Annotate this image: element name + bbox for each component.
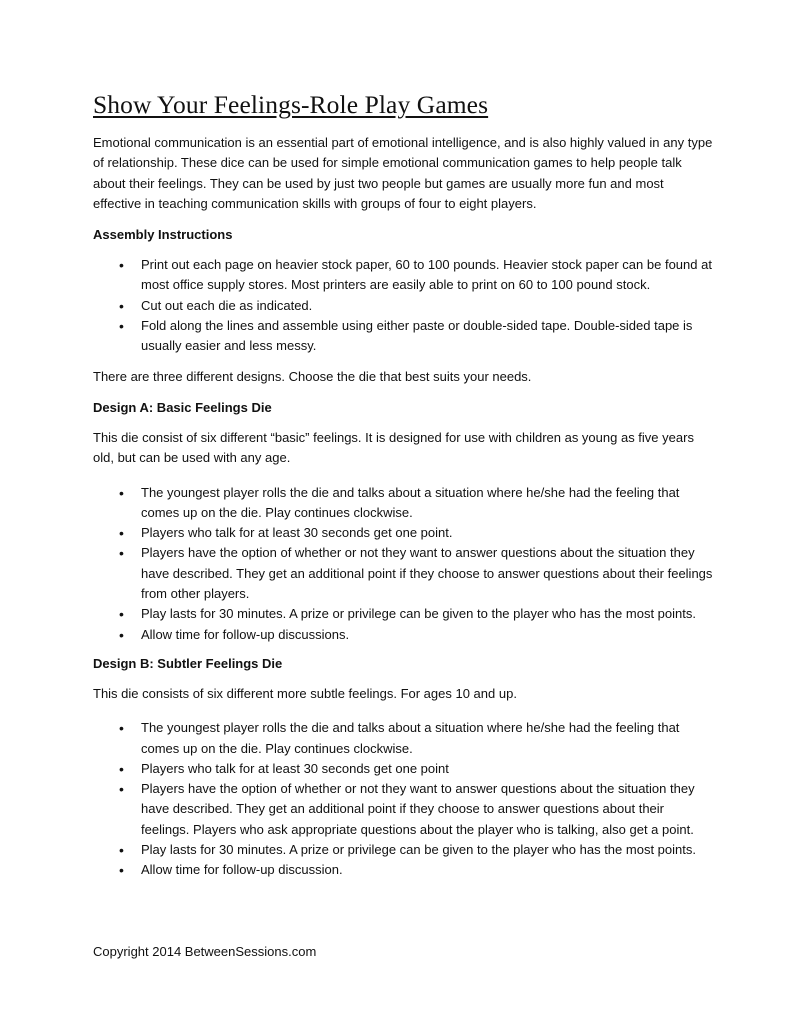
list-item: • Print out each page on heavier stock paper, 60 to 100 pounds. Heavier stock paper can be found at most office supply stores. Most printers are easily able to print on 60 to 100 pound stock. <box>141 255 713 296</box>
list-item: • Players who talk for at least 30 seconds get one point. <box>141 523 713 543</box>
designs-paragraph: There are three different designs. Choose the die that best suits your needs. <box>93 368 532 384</box>
assembly-heading: Assembly Instructions <box>93 227 233 243</box>
list-item: • Cut out each die as indicated. <box>141 296 713 316</box>
list-item: • Fold along the lines and assemble using either paste or double-sided tape. Double-sided tape is usually easier and less messy. <box>141 316 713 357</box>
list-item: • Allow time for follow-up discussions. <box>141 625 713 645</box>
design-b-heading: Design B: Subtler Feelings Die <box>93 655 283 671</box>
list-item: • The youngest player rolls the die and talks about a situation where he/she had the feeling that comes up on the die. Play continues clockwise. <box>141 483 713 524</box>
list-item: • Players who talk for at least 30 seconds get one point <box>141 759 713 779</box>
page-title: Show Your Feelings-Role Play Games <box>93 90 489 119</box>
list-item: • Players have the option of whether or not they want to answer questions about the situation they have described. They get an additional point if they choose to answer questions about their feelings. Players who ask appropriate questions about the player who is talking, also get a point. <box>141 779 713 840</box>
list-item: • Players have the option of whether or not they want to answer questions about the situation they have described. They get an additional point if they choose to answer questions about their feelings from other players. <box>141 543 713 604</box>
design-a-heading: Design A: Basic Feelings Die <box>93 399 272 415</box>
design-b-list <box>93 718 713 880</box>
document-body <box>93 133 713 891</box>
assembly-list <box>93 255 713 356</box>
list-item: • The youngest player rolls the die and talks about a situation where he/she had the feeling that comes up on the die. Play continues clockwise. <box>141 718 713 759</box>
design-a-list <box>93 483 713 645</box>
list-item: • Play lasts for 30 minutes. A prize or privilege can be given to the player who has the most points. <box>141 840 713 860</box>
intro-paragraph: Emotional communication is an essential part of emotional intelligence, and is also highly valued in any type of relationship. These dice can be used for simple emotional communication games to help people talk about their feelings. They can be used by just two people but games are usually more fun and most effective in teaching communication skills with groups of four to eight players. <box>93 135 713 211</box>
copyright-footer: Copyright 2014 BetweenSessions.com <box>93 944 317 959</box>
list-item: • Play lasts for 30 minutes. A prize or privilege can be given to the player who has the most points. <box>141 604 713 624</box>
list-item: • Allow time for follow-up discussion. <box>141 860 713 880</box>
design-b-intro: This die consists of six different more subtle feelings. For ages 10 and up. <box>93 685 517 701</box>
design-a-intro: This die consist of six different “basic” feelings. It is designed for use with children as young as five years old, but can be used with any age. <box>93 429 694 466</box>
